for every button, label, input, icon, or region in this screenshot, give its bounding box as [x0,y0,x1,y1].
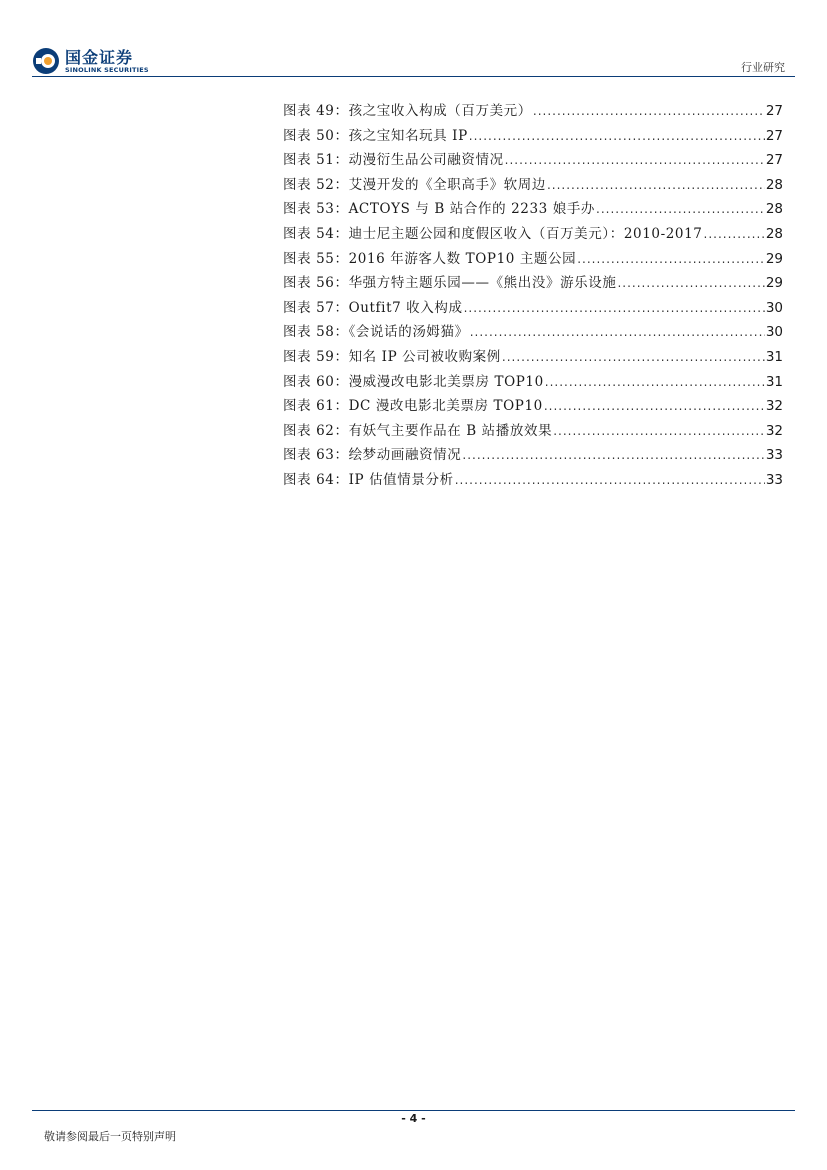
toc-entry-page: 27 [765,152,783,169]
toc-entry-page: 30 [765,299,783,316]
toc-entry[interactable] [283,124,783,149]
toc-entry[interactable] [283,370,783,395]
toc-entry[interactable] [283,345,783,370]
toc-entry-page: 30 [765,324,783,341]
toc-entry[interactable] [283,296,783,321]
logo-text [65,49,149,74]
toc-entry-page: 31 [765,373,783,390]
page-number: - 4 - [401,1112,426,1125]
toc-dot-leader [533,104,765,118]
toc-entry-page: 28 [765,176,783,193]
toc-dot-leader [464,301,765,315]
toc-dot-leader [505,153,765,167]
figure-list [283,99,783,493]
toc-entry-label: 图表 55：2016 年游客人数 TOP10 主题公园 [283,250,577,267]
toc-entry[interactable] [283,394,783,419]
toc-entry-page: 33 [765,471,783,488]
toc-entry-page: 28 [765,201,783,218]
toc-entry-page: 29 [765,275,783,292]
toc-entry-page: 31 [765,348,783,365]
toc-entry-label: 图表 54：迪士尼主题公园和度假区收入（百万美元）：2010-2017 [283,225,703,242]
toc-entry[interactable] [283,222,783,247]
toc-dot-leader [470,325,765,339]
toc-entry-page: 29 [765,250,783,267]
toc-entry[interactable] [283,99,783,124]
toc-entry-label: 图表 52：艾漫开发的《全职高手》软周边 [283,176,546,193]
toc-entry-page: 27 [765,103,783,119]
toc-entry[interactable] [283,197,783,222]
toc-dot-leader [545,375,765,389]
company-logo [32,47,149,75]
toc-entry[interactable] [283,173,783,198]
toc-entry-label: 图表 63：绘梦动画融资情况 [283,447,462,464]
toc-dot-leader [547,178,765,192]
toc-entry-label: 图表 56：华强方特主题乐园——《熊出没》游乐设施 [283,275,617,292]
toc-entry-label: 图表 50：孩之宝知名玩具 IP [283,127,468,144]
toc-entry-label: 图表 51：动漫衍生品公司融资情况 [283,152,504,169]
logo-cn: 国金证券 [65,47,134,67]
logo-en: SINOLINK SECURITIES [65,65,149,74]
footer-divider [32,1110,795,1111]
toc-entry[interactable] [283,468,783,493]
toc-entry-label: 图表 49：孩之宝收入构成（百万美元） [283,103,532,119]
disclaimer: 敬请参阅最后一页特别声明 [44,1130,176,1143]
toc-entry-label: 图表 60：漫威漫改电影北美票房 TOP10 [283,373,544,390]
page-header [0,0,827,80]
toc-dot-leader [617,276,764,290]
toc-entry-label: 图表 53：ACTOYS 与 B 站合作的 2233 娘手办 [283,201,596,218]
toc-entry-label: 图表 62：有妖气主要作品在 B 站播放效果 [283,422,553,439]
toc-entry[interactable] [283,320,783,345]
toc-entry[interactable] [283,247,783,272]
toc-entry-label: 图表 58：《会说话的汤姆猫》 [283,324,469,341]
toc-entry-label: 图表 61：DC 漫改电影北美票房 TOP10 [283,398,543,415]
toc-dot-leader [469,129,765,143]
toc-entry[interactable] [283,271,783,296]
toc-entry[interactable] [283,148,783,173]
toc-entry-page: 32 [765,398,783,415]
toc-dot-leader [462,448,764,462]
toc-entry-label: 图表 64：IP 估值情景分析 [283,471,454,488]
toc-entry-page: 27 [765,127,783,144]
header-divider [32,76,795,77]
toc-dot-leader [455,473,765,487]
toc-dot-leader [577,252,765,266]
toc-dot-leader [704,227,765,241]
toc-entry[interactable] [283,419,783,444]
toc-entry[interactable] [283,443,783,468]
toc-dot-leader [502,350,765,364]
toc-dot-leader [553,424,765,438]
toc-entry-page: 33 [765,447,783,464]
toc-entry-label: 图表 59：知名 IP 公司被收购案例 [283,348,501,365]
section-label: 行业研究 [741,61,785,74]
toc-entry-page: 32 [765,422,783,439]
toc-dot-leader [596,202,765,216]
logo-mark-icon [32,47,60,75]
toc-entry-label: 图表 57：Outfit7 收入构成 [283,299,463,316]
toc-dot-leader [544,399,765,413]
toc-entry-page: 28 [765,225,783,242]
